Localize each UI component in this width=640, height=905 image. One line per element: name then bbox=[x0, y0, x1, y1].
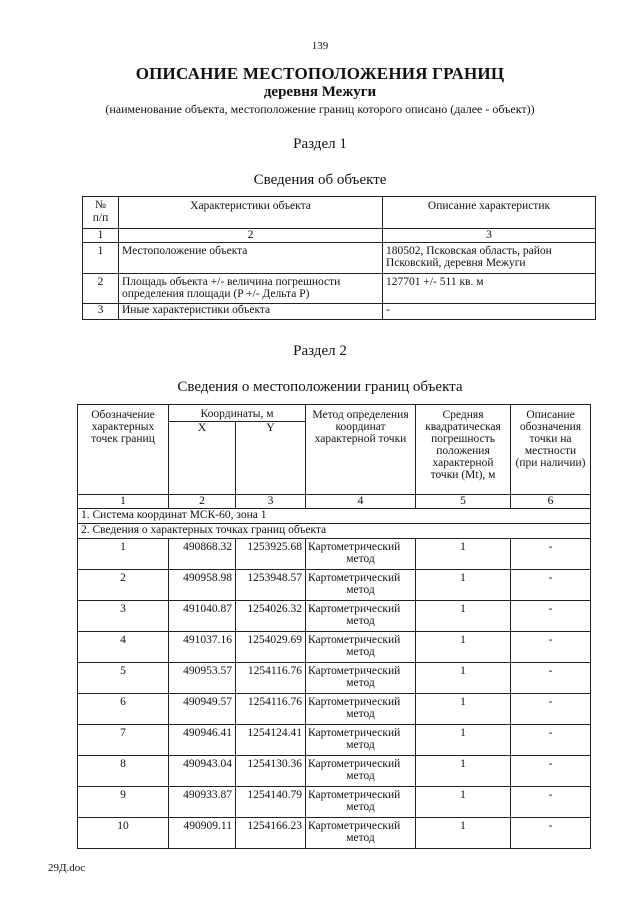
row-description: 127701 +/- 511 кв. м bbox=[383, 274, 596, 304]
header-point: Обозначение характерных точек границ bbox=[78, 405, 169, 495]
point-method bbox=[306, 601, 416, 632]
point-number: 6 bbox=[78, 694, 169, 725]
method-text: метод bbox=[346, 646, 375, 658]
point-description: - bbox=[511, 694, 591, 725]
method-text: Картометрический bbox=[308, 541, 401, 553]
method-text: Картометрический bbox=[308, 665, 401, 677]
point-method bbox=[306, 818, 416, 849]
header-y: Y bbox=[236, 422, 306, 495]
section2-heading: Раздел 2 bbox=[293, 343, 347, 359]
method-text: метод bbox=[346, 553, 375, 565]
header-num: № п/п bbox=[83, 197, 119, 229]
header-coordinates: Координаты, м bbox=[169, 405, 306, 422]
point-error: 1 bbox=[416, 632, 511, 663]
point-number: 3 bbox=[78, 601, 169, 632]
numbering-row bbox=[83, 229, 596, 243]
point-description: - bbox=[511, 570, 591, 601]
points-heading-row bbox=[78, 524, 591, 539]
method-text: Картометрический bbox=[308, 696, 401, 708]
object-name: деревня Межуги bbox=[263, 84, 377, 100]
method-text: метод bbox=[346, 677, 375, 689]
point-description: - bbox=[511, 663, 591, 694]
point-description: - bbox=[511, 818, 591, 849]
point-method bbox=[306, 787, 416, 818]
point-error: 1 bbox=[416, 818, 511, 849]
coordinate-x: 490949.57 bbox=[169, 694, 236, 725]
table-row bbox=[83, 304, 596, 320]
point-error: 1 bbox=[416, 787, 511, 818]
section1-title: Сведения об объекте bbox=[253, 172, 387, 188]
coordinate-y: 1254026.32 bbox=[236, 601, 306, 632]
coordinate-y: 1253925.68 bbox=[236, 539, 306, 570]
coordinate-y: 1254130.36 bbox=[236, 756, 306, 787]
coordinate-x: 490909.11 bbox=[169, 818, 236, 849]
method-text: метод bbox=[346, 739, 375, 751]
coordinate-y: 1254166.23 bbox=[236, 818, 306, 849]
row-characteristic: Иные характеристики объекта bbox=[119, 304, 383, 320]
coordinate-y: 1254116.76 bbox=[236, 663, 306, 694]
coordinate-x: 490868.32 bbox=[169, 539, 236, 570]
point-method bbox=[306, 570, 416, 601]
boundary-points-table bbox=[77, 404, 591, 849]
table-row bbox=[78, 632, 591, 663]
point-description: - bbox=[511, 601, 591, 632]
point-method bbox=[306, 663, 416, 694]
coordinate-y: 1254116.76 bbox=[236, 694, 306, 725]
coordinate-y: 1254140.79 bbox=[236, 787, 306, 818]
section2-title: Сведения о местоположении границ объекта bbox=[177, 379, 463, 395]
header-characteristic: Характеристики объекта bbox=[119, 197, 383, 229]
document-title: ОПИСАНИЕ МЕСТОПОЛОЖЕНИЯ ГРАНИЦ bbox=[135, 64, 505, 83]
table-row bbox=[83, 274, 596, 304]
coordinate-y: 1253948.57 bbox=[236, 570, 306, 601]
point-method bbox=[306, 725, 416, 756]
point-number: 7 bbox=[78, 725, 169, 756]
row-num: 3 bbox=[83, 304, 119, 320]
point-number: 1 bbox=[78, 539, 169, 570]
method-text: Картометрический bbox=[308, 634, 401, 646]
point-number: 8 bbox=[78, 756, 169, 787]
numbering-cell: 6 bbox=[511, 495, 591, 509]
coordinate-x: 490958.98 bbox=[169, 570, 236, 601]
table-header-row bbox=[78, 405, 591, 422]
point-number: 10 bbox=[78, 818, 169, 849]
point-description: - bbox=[511, 725, 591, 756]
row-description: - bbox=[383, 304, 596, 320]
coordinate-x: 491040.87 bbox=[169, 601, 236, 632]
method-text: метод bbox=[346, 832, 375, 844]
table-row bbox=[78, 787, 591, 818]
header-method: Метод определения координат характерной точки bbox=[306, 405, 416, 495]
numbering-cell: 3 bbox=[236, 495, 306, 509]
method-text: метод bbox=[346, 801, 375, 813]
header-x: X bbox=[169, 422, 236, 495]
coordinate-x: 490946.41 bbox=[169, 725, 236, 756]
row-description: 180502, Псковская область, район Псковский, деревня Межуги bbox=[383, 243, 596, 274]
point-description: - bbox=[511, 756, 591, 787]
table-row bbox=[78, 663, 591, 694]
point-error: 1 bbox=[416, 694, 511, 725]
page-number: 139 bbox=[311, 40, 329, 52]
numbering-row bbox=[78, 495, 591, 509]
points-body bbox=[78, 539, 591, 849]
numbering-cell: 5 bbox=[416, 495, 511, 509]
point-error: 1 bbox=[416, 725, 511, 756]
numbering-cell: 4 bbox=[306, 495, 416, 509]
table-row bbox=[78, 601, 591, 632]
method-text: Картометрический bbox=[308, 789, 401, 801]
numbering-cell: 3 bbox=[383, 229, 596, 243]
point-description: - bbox=[511, 787, 591, 818]
point-method bbox=[306, 694, 416, 725]
table-row bbox=[78, 818, 591, 849]
header-description: Описание характеристик bbox=[383, 197, 596, 229]
footer-filename: 29Д.doc bbox=[48, 862, 86, 874]
method-text: Картометрический bbox=[308, 758, 401, 770]
table-row bbox=[78, 539, 591, 570]
method-text: метод bbox=[346, 584, 375, 596]
point-error: 1 bbox=[416, 539, 511, 570]
method-text: Картометрический bbox=[308, 603, 401, 615]
numbering-cell: 1 bbox=[83, 229, 119, 243]
coordinate-x: 491037.16 bbox=[169, 632, 236, 663]
table-row bbox=[78, 570, 591, 601]
point-error: 1 bbox=[416, 663, 511, 694]
method-text: Картометрический bbox=[308, 820, 401, 832]
table-row bbox=[78, 694, 591, 725]
row-num: 2 bbox=[83, 274, 119, 304]
header-point-description: Описание обозначения точки на местности (при наличии) bbox=[511, 405, 591, 495]
table-row bbox=[78, 756, 591, 787]
method-text: метод bbox=[346, 615, 375, 627]
method-text: Картометрический bbox=[308, 572, 401, 584]
row-num: 1 bbox=[83, 243, 119, 274]
row-characteristic: Местоположение объекта bbox=[119, 243, 383, 274]
numbering-cell: 2 bbox=[169, 495, 236, 509]
point-error: 1 bbox=[416, 756, 511, 787]
coordinate-system-row bbox=[78, 509, 591, 524]
table-row bbox=[78, 725, 591, 756]
coordinate-x: 490953.57 bbox=[169, 663, 236, 694]
point-method bbox=[306, 632, 416, 663]
coordinate-x: 490943.04 bbox=[169, 756, 236, 787]
points-heading: 2. Сведения о характерных точках границ объекта bbox=[78, 524, 591, 539]
numbering-cell: 1 bbox=[78, 495, 169, 509]
table-header-row bbox=[83, 197, 596, 229]
header-error: Средняя квадратическая погрешность положения характерной точки (Mt), м bbox=[416, 405, 511, 495]
point-number: 2 bbox=[78, 570, 169, 601]
point-number: 9 bbox=[78, 787, 169, 818]
point-error: 1 bbox=[416, 601, 511, 632]
coordinate-x: 490933.87 bbox=[169, 787, 236, 818]
point-number: 4 bbox=[78, 632, 169, 663]
point-method bbox=[306, 539, 416, 570]
method-text: метод bbox=[346, 770, 375, 782]
row-characteristic: Площадь объекта +/- величина погрешности определения площади (P +/- Дельта P) bbox=[119, 274, 383, 304]
point-number: 5 bbox=[78, 663, 169, 694]
point-method bbox=[306, 756, 416, 787]
numbering-cell: 2 bbox=[119, 229, 383, 243]
method-text: Картометрический bbox=[308, 727, 401, 739]
object-note: (наименование объекта, местоположение границ которого описано (далее - объект)) bbox=[105, 102, 535, 116]
method-text: метод bbox=[346, 708, 375, 720]
table-row bbox=[83, 243, 596, 274]
coordinate-y: 1254029.69 bbox=[236, 632, 306, 663]
point-description: - bbox=[511, 632, 591, 663]
section1-heading: Раздел 1 bbox=[293, 136, 347, 152]
coordinate-system: 1. Система координат МСК-60, зона 1 bbox=[78, 509, 591, 524]
point-error: 1 bbox=[416, 570, 511, 601]
coordinate-y: 1254124.41 bbox=[236, 725, 306, 756]
point-description: - bbox=[511, 539, 591, 570]
object-info-table bbox=[82, 196, 596, 320]
